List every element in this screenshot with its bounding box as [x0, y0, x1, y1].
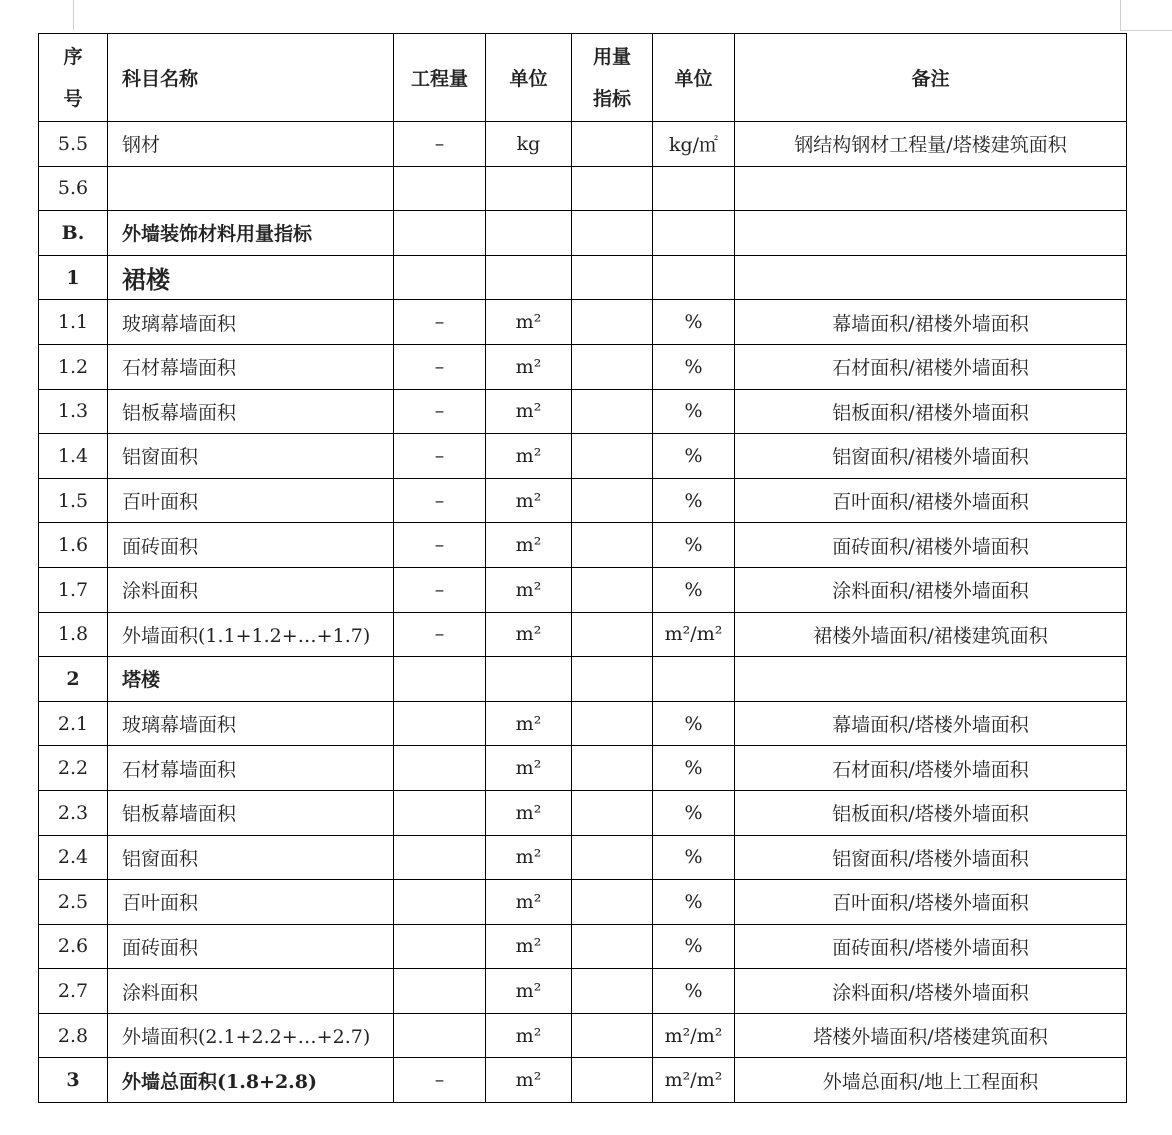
- material-index-table: [38, 33, 1127, 1103]
- cell-name: 石材幕墙面积: [108, 746, 394, 791]
- cell-name: 石材幕墙面积: [108, 344, 394, 389]
- cell-remark: 幕墙面积/塔楼外墙面积: [735, 701, 1127, 746]
- cell-seq: B.: [39, 211, 108, 256]
- cell-quantity: [394, 211, 486, 256]
- cell-index: [572, 344, 653, 389]
- cell-quantity: [394, 255, 486, 300]
- page-margin-guide: [1120, 0, 1121, 30]
- cell-remark: 涂料面积/塔楼外墙面积: [735, 969, 1127, 1014]
- table-row: [39, 1058, 1127, 1103]
- cell-seq: 1.1: [39, 300, 108, 345]
- cell-name: 塔楼: [108, 657, 394, 702]
- cell-seq: 1.2: [39, 344, 108, 389]
- cell-index-unit: [653, 255, 735, 300]
- cell-name: 玻璃幕墙面积: [108, 300, 394, 345]
- cell-quantity: –: [394, 122, 486, 167]
- cell-remark: 涂料面积/裙楼外墙面积: [735, 567, 1127, 612]
- cell-index-unit: m²/m²: [653, 1013, 735, 1058]
- cell-index-unit: %: [653, 389, 735, 434]
- cell-unit: m²: [486, 1013, 572, 1058]
- cell-unit: [486, 657, 572, 702]
- cell-index: [572, 478, 653, 523]
- cell-index: [572, 612, 653, 657]
- header-unit: 单位: [486, 34, 572, 122]
- table-row: [39, 701, 1127, 746]
- cell-index-unit: %: [653, 300, 735, 345]
- cell-index-unit: %: [653, 567, 735, 612]
- cell-unit: m²: [486, 924, 572, 969]
- cell-index-unit: %: [653, 746, 735, 791]
- cell-seq: 5.5: [39, 122, 108, 167]
- cell-unit: m²: [486, 746, 572, 791]
- cell-seq: 5.6: [39, 166, 108, 211]
- cell-index: [572, 255, 653, 300]
- cell-quantity: [394, 1013, 486, 1058]
- cell-seq: 2: [39, 657, 108, 702]
- table-row: [39, 255, 1127, 300]
- cell-index: [572, 300, 653, 345]
- cell-quantity: –: [394, 300, 486, 345]
- cell-index: [572, 567, 653, 612]
- cell-index-unit: m²/m²: [653, 1058, 735, 1103]
- cell-index: [572, 790, 653, 835]
- cell-remark: 石材面积/裙楼外墙面积: [735, 344, 1127, 389]
- cell-remark: 面砖面积/裙楼外墙面积: [735, 523, 1127, 568]
- cell-unit: m²: [486, 300, 572, 345]
- cell-index: [572, 1013, 653, 1058]
- cell-name: 铝窗面积: [108, 434, 394, 479]
- cell-seq: 2.6: [39, 924, 108, 969]
- cell-seq: 1.8: [39, 612, 108, 657]
- cell-unit: m²: [486, 389, 572, 434]
- cell-remark: [735, 255, 1127, 300]
- table-row: [39, 389, 1127, 434]
- table-row: [39, 122, 1127, 167]
- cell-name: 外墙总面积(1.8+2.8): [108, 1058, 394, 1103]
- cell-remark: 铝板面积/裙楼外墙面积: [735, 389, 1127, 434]
- cell-unit: m²: [486, 434, 572, 479]
- cell-index-unit: [653, 166, 735, 211]
- cell-seq: 2.5: [39, 880, 108, 925]
- table-row: [39, 300, 1127, 345]
- cell-unit: [486, 166, 572, 211]
- cell-seq: 1.4: [39, 434, 108, 479]
- cell-quantity: [394, 924, 486, 969]
- cell-index-unit: %: [653, 434, 735, 479]
- cell-name: 钢材: [108, 122, 394, 167]
- cell-remark: 面砖面积/塔楼外墙面积: [735, 924, 1127, 969]
- cell-seq: 1.6: [39, 523, 108, 568]
- cell-quantity: –: [394, 523, 486, 568]
- cell-name: 铝窗面积: [108, 835, 394, 880]
- table-row: [39, 434, 1127, 479]
- cell-index: [572, 389, 653, 434]
- cell-unit: m²: [486, 523, 572, 568]
- cell-unit: [486, 255, 572, 300]
- table-row: [39, 924, 1127, 969]
- header-index-unit: 单位: [653, 34, 735, 122]
- cell-quantity: [394, 969, 486, 1014]
- cell-seq: 2.2: [39, 746, 108, 791]
- cell-name: 百叶面积: [108, 478, 394, 523]
- cell-index-unit: %: [653, 344, 735, 389]
- cell-index-unit: [653, 657, 735, 702]
- header-quantity: 工程量: [394, 34, 486, 122]
- cell-name: 面砖面积: [108, 523, 394, 568]
- table-header-row: [39, 34, 1127, 122]
- cell-index-unit: %: [653, 880, 735, 925]
- cell-quantity: –: [394, 389, 486, 434]
- cell-index-unit: kg/㎡: [653, 122, 735, 167]
- cell-quantity: [394, 790, 486, 835]
- cell-index: [572, 1058, 653, 1103]
- cell-quantity: [394, 657, 486, 702]
- cell-unit: m²: [486, 880, 572, 925]
- cell-index-unit: %: [653, 924, 735, 969]
- cell-quantity: –: [394, 567, 486, 612]
- table-row: [39, 344, 1127, 389]
- cell-name: 涂料面积: [108, 969, 394, 1014]
- cell-seq: 1.3: [39, 389, 108, 434]
- cell-unit: [486, 211, 572, 256]
- cell-unit: m²: [486, 344, 572, 389]
- cell-index-unit: m²/m²: [653, 612, 735, 657]
- cell-remark: 铝窗面积/裙楼外墙面积: [735, 434, 1127, 479]
- cell-remark: 铝板面积/塔楼外墙面积: [735, 790, 1127, 835]
- cell-quantity: [394, 835, 486, 880]
- cell-index: [572, 924, 653, 969]
- table-row: [39, 880, 1127, 925]
- cell-remark: 塔楼外墙面积/塔楼建筑面积: [735, 1013, 1127, 1058]
- cell-remark: 石材面积/塔楼外墙面积: [735, 746, 1127, 791]
- cell-unit: m²: [486, 969, 572, 1014]
- table-row: [39, 211, 1127, 256]
- cell-unit: m²: [486, 567, 572, 612]
- table-row: [39, 790, 1127, 835]
- table-row: [39, 1013, 1127, 1058]
- cell-remark: 铝窗面积/塔楼外墙面积: [735, 835, 1127, 880]
- cell-index: [572, 211, 653, 256]
- cell-unit: m²: [486, 612, 572, 657]
- cell-unit: m²: [486, 790, 572, 835]
- header-seq: 序 号: [39, 34, 108, 122]
- cell-remark: 裙楼外墙面积/裙楼建筑面积: [735, 612, 1127, 657]
- cell-index: [572, 746, 653, 791]
- cell-index: [572, 523, 653, 568]
- cell-remark: [735, 211, 1127, 256]
- cell-name: 涂料面积: [108, 567, 394, 612]
- cell-name: [108, 166, 394, 211]
- cell-quantity: –: [394, 478, 486, 523]
- table-row: [39, 969, 1127, 1014]
- cell-quantity: –: [394, 612, 486, 657]
- cell-index: [572, 434, 653, 479]
- cell-unit: m²: [486, 701, 572, 746]
- cell-seq: 2.7: [39, 969, 108, 1014]
- cell-quantity: [394, 746, 486, 791]
- cell-remark: [735, 657, 1127, 702]
- table-row: [39, 567, 1127, 612]
- cell-quantity: –: [394, 344, 486, 389]
- header-name: 科目名称: [108, 34, 394, 122]
- cell-quantity: [394, 880, 486, 925]
- table-row: [39, 746, 1127, 791]
- cell-index-unit: %: [653, 523, 735, 568]
- cell-name: 百叶面积: [108, 880, 394, 925]
- cell-seq: 2.8: [39, 1013, 108, 1058]
- cell-index: [572, 969, 653, 1014]
- table-row: [39, 657, 1127, 702]
- cell-seq: 1.5: [39, 478, 108, 523]
- cell-remark: 钢结构钢材工程量/塔楼建筑面积: [735, 122, 1127, 167]
- cell-quantity: –: [394, 434, 486, 479]
- cell-index: [572, 657, 653, 702]
- cell-index-unit: %: [653, 969, 735, 1014]
- cell-index: [572, 166, 653, 211]
- cell-remark: 外墙总面积/地上工程面积: [735, 1058, 1127, 1103]
- cell-seq: 1.7: [39, 567, 108, 612]
- cell-index-unit: %: [653, 701, 735, 746]
- cell-index-unit: %: [653, 835, 735, 880]
- table-row: [39, 166, 1127, 211]
- header-remark: 备注: [735, 34, 1127, 122]
- cell-index: [572, 122, 653, 167]
- cell-name: 外墙面积(2.1+2.2+…+2.7): [108, 1013, 394, 1058]
- page-margin-guide: [73, 0, 74, 30]
- cell-quantity: –: [394, 1058, 486, 1103]
- cell-unit: m²: [486, 1058, 572, 1103]
- cell-name: 玻璃幕墙面积: [108, 701, 394, 746]
- cell-seq: 3: [39, 1058, 108, 1103]
- cell-remark: 百叶面积/裙楼外墙面积: [735, 478, 1127, 523]
- cell-seq: 1: [39, 255, 108, 300]
- cell-index-unit: %: [653, 478, 735, 523]
- cell-name: 外墙面积(1.1+1.2+…+1.7): [108, 612, 394, 657]
- header-index: 用量 指标: [572, 34, 653, 122]
- page-margin-guide: [1120, 30, 1172, 31]
- cell-index-unit: %: [653, 790, 735, 835]
- cell-name: 面砖面积: [108, 924, 394, 969]
- cell-unit: m²: [486, 835, 572, 880]
- cell-unit: m²: [486, 478, 572, 523]
- cell-index: [572, 701, 653, 746]
- cell-name: 外墙装饰材料用量指标: [108, 211, 394, 256]
- table-row: [39, 835, 1127, 880]
- cell-seq: 2.3: [39, 790, 108, 835]
- cell-remark: 幕墙面积/裙楼外墙面积: [735, 300, 1127, 345]
- table-row: [39, 478, 1127, 523]
- table-row: [39, 523, 1127, 568]
- cell-index: [572, 880, 653, 925]
- cell-index: [572, 835, 653, 880]
- cell-index-unit: [653, 211, 735, 256]
- cell-name: 铝板幕墙面积: [108, 790, 394, 835]
- cell-remark: 百叶面积/塔楼外墙面积: [735, 880, 1127, 925]
- cell-seq: 2.1: [39, 701, 108, 746]
- cell-name: 铝板幕墙面积: [108, 389, 394, 434]
- table-row: [39, 612, 1127, 657]
- cell-unit: kg: [486, 122, 572, 167]
- cell-name: 裙楼: [108, 255, 394, 300]
- cell-remark: [735, 166, 1127, 211]
- cell-quantity: [394, 166, 486, 211]
- cell-seq: 2.4: [39, 835, 108, 880]
- cell-quantity: [394, 701, 486, 746]
